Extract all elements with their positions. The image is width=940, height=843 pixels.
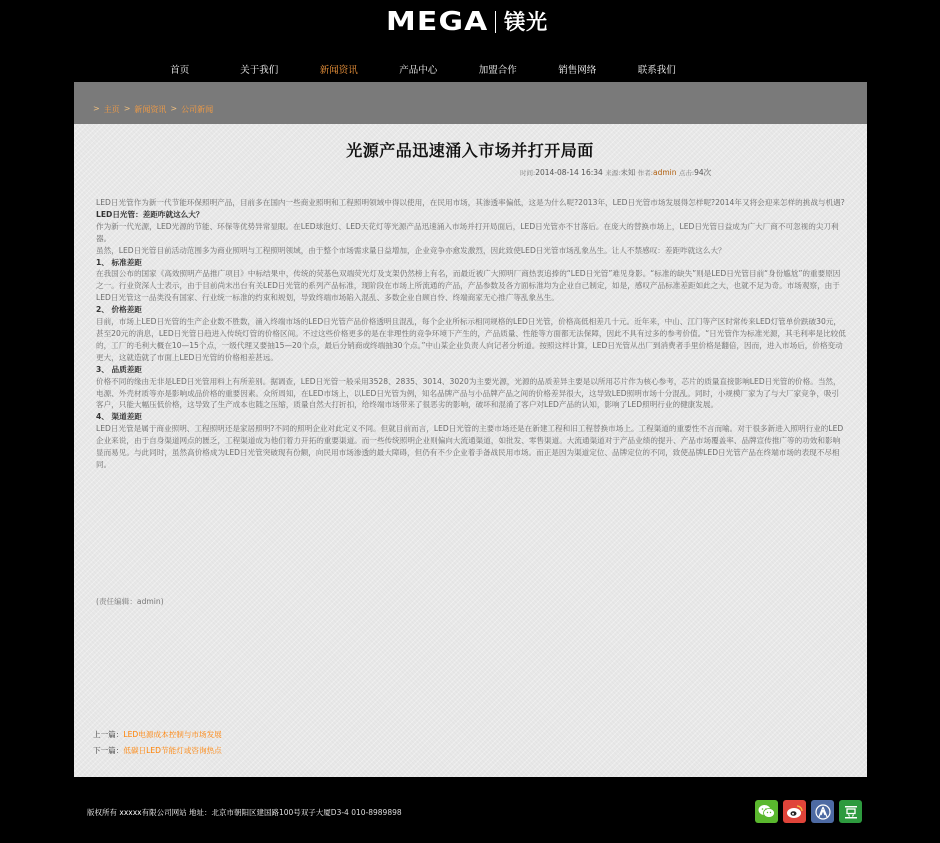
breadcrumb-band [74, 82, 867, 124]
article-heading: 4、 渠道差距 [96, 412, 142, 422]
meta-time: 2014-08-14 16:34 [535, 168, 603, 177]
meta-author-label: 作者: [637, 169, 653, 177]
douban-icon[interactable] [839, 800, 862, 823]
article-title: 光源产品迅速涌入市场并打开局面 [346, 141, 594, 160]
meta-time-label: 时间: [520, 169, 536, 177]
footer-text-a: 版权所有 xxxxx有限公司网站 地址：北京市朝阳区建国路 [87, 808, 279, 817]
prev-article-link[interactable]: LED电源成本控制与市场发展 [123, 730, 222, 739]
footer-text-b: 号双子大厦 [293, 808, 331, 817]
meta-source: 未知 [620, 168, 636, 177]
editor-credit: (责任编辑：admin) [96, 597, 164, 606]
nav-item-news[interactable]: 新闻资讯 [319, 65, 358, 76]
weibo-icon[interactable] [783, 800, 806, 823]
footer-num2: D3-4 010-8989898 [330, 808, 402, 817]
wechat-icon[interactable] [755, 800, 778, 823]
article-heading: 1、 标准差距 [96, 257, 142, 267]
breadcrumb-sep: > [93, 104, 100, 113]
breadcrumb [93, 104, 213, 115]
prev-label: 上一篇： [93, 730, 124, 739]
main-nav [140, 62, 697, 80]
nav-item-franchise[interactable]: 加盟合作 [478, 65, 517, 76]
article-paragraph: 目前，市场上LED日光管的生产企业数不胜数，涌入终端市场的LED日光管产品价格透明且混乱，每个企业所标示相同规格的LED日光管，价格高低相差几十元。近年来，中山、江门等产区时常传来LED灯管单价跌破30元，甚至20元的消息，LED日光管日趋进入传统灯管的价格区间。不过这些价格更多的是在非理性的竞争环境下产生的，产品质量、性能等方面都无法保障，因此不具有过多的参考价值。“日光管作为标准光源，其毛利率是比较低的，工厂的毛利大概在10—15个点，一级代理又要抽15—20个点，最后分销商或终端抽30个点。”中山某企业负责人向记者分析道。按照这样计算，LED日光管从出厂到消费者手里价格是翻倍，因而，进入市场后，价格变动更大，这就造就了市面上LED日光管的价格相差甚远。 [96, 317, 846, 362]
breadcrumb-sep: > [123, 104, 131, 113]
logo-divider [495, 11, 496, 33]
article-paragraph: LED日光管是属于商业照明、工程照明还是家居照明?不同的照明企业对此定义不同。但就目前而言，LED日光管的主要市场还是在新建工程和旧工程替换市场上。工程渠道的重要性不言而喻。对于很多新进入照明行业的LED企业来说，由于自身渠道网点的匮乏，工程渠道成为他们着力开拓的重要渠道。而一些传统照明企业则偏向大流通渠道，如批发、零售渠道。大流通渠道对于产品业绩的提升、产品市场覆盖率、品牌宣传推广等的功效和影响显而易见。与此同时，虽然高价格成为LED日光管突破现有份额，向民用市场渗透的最大障碍，但仍有不少企业着手备战民用市场。而正是因为渠道定位、品牌定位的不同，致使品牌LED日光管产品在终端市场的表现不尽相同。 [96, 424, 844, 469]
article-paragraph: 价格不同的缘由无非是LED日光管用料上有所差别。据调查，LED日光管一般采用3528、2835、3014、3020为主要光源，光源的品质差异主要是以所用芯片作为核心参考，芯片的质量直接影响LED日光管的价格。当然，电源、外壳材质等亦是影响成品价格的重要因素。众所周知，在LED市场上，以LED日光管为例，知名品牌产品与小品牌产品之间的价格差异很大，这导致LED照明市场十分混乱。同时，小规模厂家为了与大厂家竞争，吸引客户，只能大幅压低价格，这导致了生产成本也随之压缩，质量自然大打折扣，给终端市场带来了很恶劣的影响，破坏和混淆了客户对LED产品的认知，影响了LED照明行业的健康发展。 [96, 376, 841, 410]
footer-copyright [87, 807, 402, 818]
meta-author[interactable]: admin [652, 168, 677, 177]
article-heading: 3、 品质差距 [96, 364, 142, 374]
article-body [96, 197, 846, 471]
logo-chinese-text: 镁光 [504, 10, 549, 34]
article-heading: 2、 价格差距 [96, 305, 142, 315]
breadcrumb-home[interactable]: 主页 [103, 105, 120, 114]
site-logo[interactable] [386, 8, 548, 36]
breadcrumb-company-news[interactable]: 公司新闻 [181, 105, 214, 114]
breadcrumb-sep: > [170, 104, 178, 113]
article-paragraph: 在我国公布的国家《高效照明产品推广项目》中标结果中，传统的荧基色双端荧光灯及支架仍然榜上有名，而最近被广大照明厂商热衷追捧的“LED日光管”难见身影。“标准的缺失”则是LED日光管目前“身份尴尬”的重要原因之一。行业资深人士表示，由于目前尚未出台有关LED日光管的系列产品标准，现阶段在市场上所流通的产品，产品参数及各方面标准均为企业自己制定，如是，感叹产品标准差距如此之大，也就不足为奇。市场观察，由于LED日光管这一品类没有国家、行业统一标准的约束和规划，导致终端市场陷入混乱、多数企业自顾自怜、终端商家无心推广等乱象丛生。 [96, 269, 841, 303]
nav-item-about[interactable]: 关于我们 [240, 65, 279, 76]
meta-source-label: 来源: [605, 169, 621, 177]
article-heading: LED日光管：差距咋就这么大？ [96, 209, 204, 219]
logo-mega-text: MEGA [386, 7, 489, 37]
douban-glyph [843, 804, 859, 820]
next-article-link[interactable]: 低碳日LED节能灯或咨询热点 [123, 746, 222, 755]
next-label: 下一篇： [93, 746, 124, 755]
nav-item-contact[interactable]: 联系我们 [637, 65, 676, 76]
nav-item-products[interactable]: 产品中心 [399, 65, 438, 76]
prev-article [93, 729, 222, 740]
breadcrumb-news[interactable]: 新闻资讯 [134, 105, 167, 114]
renren-icon[interactable] [811, 800, 834, 823]
weibo-glyph [786, 804, 803, 819]
renren-glyph [815, 804, 831, 820]
meta-clicks: 94次 [694, 168, 712, 177]
article-meta [520, 167, 711, 178]
article-paragraph: 虽然，LED日光管目前活动范围多为商业照明与工程照明领域，由于整个市场需求量日益增加，企业竞争亦愈发激烈，因此致使LED日光管市场乱象丛生。让人不禁感叹：差距咋就这么大？ [96, 245, 726, 255]
article-paragraph: LED日光管作为新一代节能环保照明产品，目前多在国内一些商业照明和工程照明领域中得以使用，在民用市场，其渗透率偏低，这是为什么呢?2013年，LED日光管市场发展得怎样呢?2014年又将会迎来怎样的挑战与机遇? [96, 198, 845, 207]
article-paragraph: 作为新一代光源，LED光源的节能、环保等优势异常显眼。在LED球泡灯、LED天花灯等光源产品迅速涌入市场并打开局面后，LED日光管亦不甘落后。在庞大的替换市场上，LED日光管日益成为广大厂商不可忽视的尖刀利器。 [96, 221, 839, 243]
next-article [93, 745, 222, 756]
footer-num1: 100 [278, 808, 294, 817]
nav-item-sales-network[interactable]: 销售网络 [558, 65, 597, 76]
meta-clicks-label: 点击: [678, 169, 695, 177]
nav-item-home[interactable]: 首页 [170, 65, 190, 76]
wechat-glyph [758, 804, 775, 819]
